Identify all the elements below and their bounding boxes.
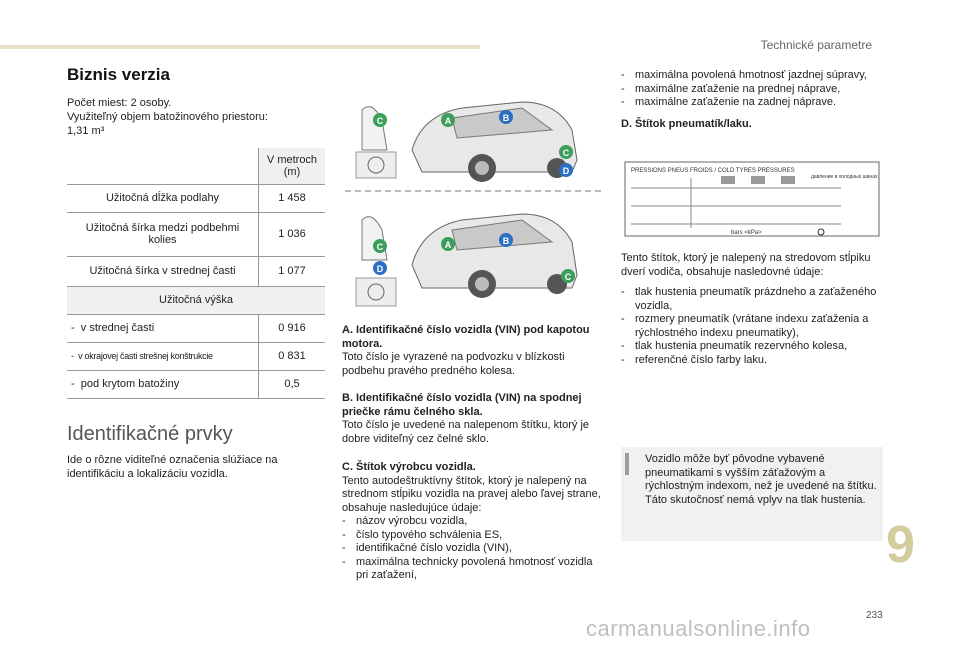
table-row: - pod krytom batožiny [67, 370, 259, 398]
list-item: - maximálne zaťaženie na zadnej nápravе. [621, 96, 837, 108]
label-d-title: D. Štítok pneumatík/laku. [621, 117, 752, 130]
identification-intro: Ide o rôzne viditeľné označenia slúžiace na identifikáciu a lokalizáciu vozidla. [67, 454, 278, 480]
table-row-label: v okrajovej časti strešnej konštrukcie [78, 351, 213, 361]
unit-header: V metroch (m) [259, 148, 326, 184]
table-row-value: 0,5 [259, 370, 326, 398]
tyre-unit: bars <kPa> [731, 230, 762, 236]
business-section [67, 65, 325, 138]
vin-a-text: Toto číslo je vyrazené na podvozku v blízkosti podbehu pravého predného kolesa. [342, 351, 565, 377]
label-d-text: Tento štítok, ktorý je nalepený na stredovom stĺpiku dverí vodiča, obsahuje nasledovné údaje: [621, 252, 871, 278]
tyre-label-text: PRESSIONS PNEUS FROIDS / COLD TYRES PRESSURES [631, 168, 795, 174]
list-item: - rozmery pneumatík (vrátane indexu zaťaženia a rýchlostného indexu pneumatiky), [621, 313, 869, 339]
list-item: - tlak hustenia pneumatík prázdneho a zaťaženého vozidla, [621, 286, 877, 312]
info-text: Vozidlo môže byť pôvodne vybavené pneumatikami s vyšším záťažovým a rýchlostným indexom, než je uvedené na štítku. Táto skutočnosť nemá vplyv na tlak hustenia. [645, 453, 877, 506]
table-row-label: pod krytom batožiny [80, 378, 180, 390]
info-icon [625, 453, 629, 475]
seats-text: Počet miest: 2 osoby. [67, 97, 172, 109]
vin-a-title: A. Identifikačné číslo vozidla (VIN) pod kapotou motora. [342, 324, 590, 350]
dimensions-table [67, 148, 325, 399]
table-row-value: 1 458 [259, 184, 326, 212]
table-row-value: 1 036 [259, 212, 326, 256]
label-c: C [376, 116, 384, 126]
table-row-value: 0 831 [259, 342, 326, 370]
table-row: - v okrajovej časti strešnej konštrukcie [67, 342, 259, 370]
info-box [621, 447, 883, 541]
watermark: carmanualsonline.info [586, 616, 811, 641]
vin-b-text: Toto číslo je uvedené na nalepenom štítku, ktorý je dobre viditeľný cez čelné sklo. [342, 419, 590, 445]
label-d-section [621, 252, 883, 367]
volume-text: Využiteľný objem batožinového priestoru: [67, 111, 268, 123]
label-c: C [376, 242, 384, 252]
vin-a-section [342, 324, 602, 378]
label-c-continued [621, 69, 883, 131]
section-title: Technické parametre [760, 38, 872, 52]
steering-icon [356, 278, 396, 306]
list-item: - identifikačné číslo vozidla (VIN), [342, 542, 512, 554]
list-item: - maximálna povolená hmotnosť jazdnej súpravy, [621, 69, 867, 81]
label-c: C [562, 148, 570, 158]
list-item: - referenčné číslo farby laku. [621, 353, 768, 366]
tyre-label-ru: давление в холодных шинах [811, 174, 878, 180]
identification-title: Identifikačné prvky [67, 423, 233, 445]
label-c-title: C. Štítok výrobcu vozidla. [342, 461, 476, 473]
vin-b-section [342, 392, 602, 446]
list-item: - maximálne zaťaženie na prednej nápravе, [621, 82, 841, 95]
label-c: C [564, 272, 572, 282]
table-row-label: Užitočná šírka medzi podbehmi kolies [67, 212, 259, 256]
business-title: Biznis verzia [67, 65, 170, 84]
car-illustration-top [342, 90, 604, 190]
label-d: D [376, 264, 384, 274]
table-row-label: Užitočná dĺžka podlahy [67, 184, 259, 212]
table-row-value: 0 916 [259, 314, 326, 342]
table-row-label: Užitočná šírka v strednej časti [67, 256, 259, 286]
list-item: - maximálna technicky povolená hmotnosť vozidla pri zaťažení, [342, 555, 593, 581]
car-illustration-bottom [342, 200, 604, 315]
chapter-number: 9 [886, 516, 915, 574]
label-b: B [502, 113, 510, 123]
tyre-pressure-label [621, 158, 883, 238]
list-item: - názov výrobcu vozidla, [342, 515, 468, 527]
height-header: Užitočná výška [67, 286, 325, 314]
list-item: - tlak hustenia pneumatík rezervného kolesa, [621, 340, 848, 352]
header-bar [0, 45, 480, 49]
label-a: A [444, 116, 452, 126]
label-c-text: Tento autodeštruktívny štítok, ktorý je nalepený na strednom stĺpiku vozidla na pravej alebo ľavej strane, obsahuje nasledujúce údaje: [342, 474, 601, 514]
label-d: D [562, 166, 570, 176]
table-row-value: 1 077 [259, 256, 326, 286]
volume-value: 1,31 m³ [67, 125, 105, 137]
label-b: B [502, 236, 510, 246]
label-c-section [342, 461, 602, 583]
label-a: A [444, 240, 452, 250]
page-number: 233 [866, 610, 883, 621]
list-item: - číslo typového schválenia ES, [342, 528, 503, 541]
table-row-label: v strednej časti [80, 322, 155, 334]
table-row: - v strednej časti [67, 314, 259, 342]
steering-icon [356, 152, 396, 178]
vin-b-title: B. Identifikačné číslo vozidla (VIN) na spodnej priečke rámu čelného skla. [342, 392, 582, 418]
divider [345, 190, 601, 192]
